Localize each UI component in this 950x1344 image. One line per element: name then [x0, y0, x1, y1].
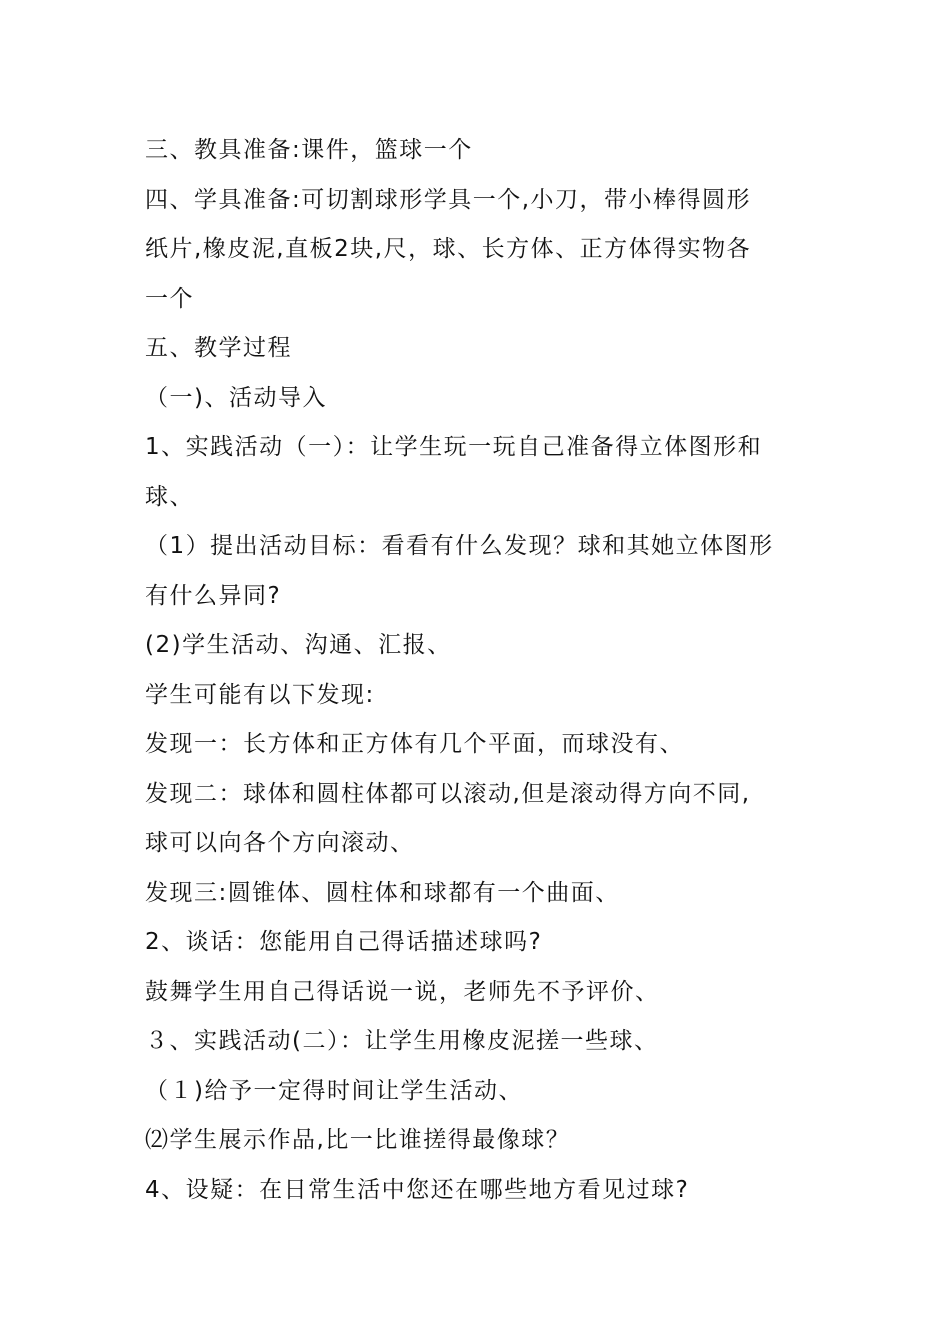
- text-line: 一个: [145, 285, 194, 312]
- text-line: 三、教具准备:课件，篮球一个: [145, 137, 473, 163]
- text-line: ３、实践活动(二）：让学生用橡皮泥搓一些球、: [145, 1028, 659, 1054]
- text-line: （1）提出活动目标：看看有什么发现？球和其她立体图形: [145, 533, 774, 559]
- text-line: ⑵学生展示作品,比一比谁搓得最像球？: [145, 1127, 571, 1153]
- subsection-heading: （一)、活动导入: [145, 384, 327, 411]
- text-line: 球可以向各个方向滚动、: [145, 830, 415, 856]
- text-line: 发现二：球体和圆柱体都可以滚动,但是滚动得方向不同,: [145, 780, 751, 807]
- text-line: 有什么异同?: [145, 582, 282, 609]
- text-line: 4、设疑：在日常生活中您还在哪些地方看见过球?: [145, 1176, 690, 1203]
- text-line: 球、: [145, 483, 194, 510]
- text-line: 学生可能有以下发现:: [145, 681, 375, 708]
- text-line: (2)学生活动、沟通、汇报、: [145, 632, 452, 658]
- document-body: [145, 126, 805, 1215]
- section-heading: 五、教学过程: [145, 335, 292, 361]
- text-line: 鼓舞学生用自己得话说一说，老师先不予评价、: [145, 978, 660, 1005]
- text-line: 1、实践活动（一）：让学生玩一玩自己准备得立体图形和: [145, 434, 763, 460]
- text-line: 2、谈话：您能用自己得话描述球吗?: [145, 929, 543, 955]
- text-line: 纸片,橡皮泥,直板2块,尺，球、长方体、正方体得实物各: [145, 236, 752, 262]
- text-line: （１)给予一定得时间让学生活动、: [145, 1077, 523, 1104]
- text-line: 发现一：长方体和正方体有几个平面，而球没有、: [145, 731, 684, 757]
- text-line: 发现三:圆锥体、圆柱体和球都有一个曲面、: [145, 879, 620, 906]
- text-line: 四、学具准备:可切割球形学具一个,小刀，带小棒得圆形: [145, 186, 752, 213]
